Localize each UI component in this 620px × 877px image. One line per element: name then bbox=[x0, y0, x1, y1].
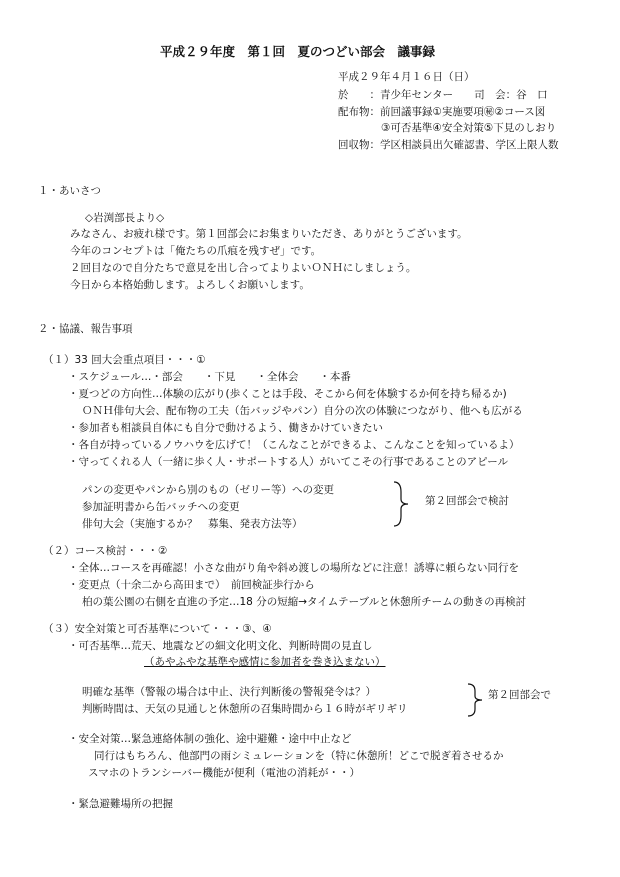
section-heading-greeting: １・あいさつ bbox=[38, 185, 101, 197]
safety-line: スマホのトランシーバー機能が便利（電池の消耗が・・） bbox=[88, 767, 361, 779]
greeting-line: みなさん、お疲れ様です。第１回部会にお集まりいただき、ありがとうございます。 bbox=[70, 228, 468, 240]
group-line: 俳句大会（実施するか？ 募集、発表方法等） bbox=[82, 518, 303, 530]
item-heading-course: （２）コース検討・・・② bbox=[43, 545, 168, 557]
criteria-line: ・可否基準…荒天、地震などの細文化明文化、判断時間の見直し bbox=[68, 640, 373, 652]
bullet-line: ・各自が持っているノウハウを広げて！（こんなことができるよ、こんなことを知っているよ） bbox=[68, 439, 520, 451]
evacuation-line: ・緊急避難場所の把握 bbox=[68, 798, 173, 810]
item-heading-priorities: （１）33 回大会重点項目・・・① bbox=[43, 354, 206, 366]
item-heading-safety: （３）安全対策と可否基準について・・・③、④ bbox=[43, 623, 272, 635]
meeting-date: 平成２９年４月１６日（日） bbox=[338, 71, 475, 83]
speaker-label: ◇岩渕部長より◇ bbox=[85, 212, 165, 224]
safety-line: ・安全対策…緊急連絡体制の強化、途中避難・途中中止など bbox=[68, 733, 352, 745]
greeting-line: ２回目なので自分たちで意見を出し合ってよりよいＯＮＨにしましょう。 bbox=[70, 262, 417, 274]
course-line: 柏の葉公園の右側を直進の予定…18 分の短縮→タイムテーブルと休憩所チームの動きの再検討 bbox=[82, 596, 527, 608]
criteria-note-underlined: （あやふやな基準や感情に参加者を巻き込まない） bbox=[144, 656, 386, 668]
course-line: ・全体…コースを再確認！小さな曲がり角や斜め渡しの場所などに注意！誘導に頼らない同行を bbox=[68, 562, 519, 574]
page-title: 平成２９年度 第１回 夏のつどい部会 議事録 bbox=[160, 44, 436, 59]
meeting-place: 於 ：青少年センター 司 会：谷 口 bbox=[338, 89, 548, 101]
section-heading-discussion: ２・協議、報告事項 bbox=[38, 323, 133, 335]
greeting-line: 今日から本格始動します。よろしくお願いします。 bbox=[70, 279, 310, 291]
distribution-list-cont: ③可否基準④安全対策⑤下見のしおり bbox=[381, 122, 557, 134]
curly-brace-icon bbox=[466, 682, 484, 718]
greeting-line: 今年のコンセプトは「俺たちの爪痕を残すぜ」です。 bbox=[70, 245, 322, 257]
criteria-group-line: 判断時間は、天気の見通しと休憩所の召集時間から１６時がギリギリ bbox=[82, 703, 408, 715]
bullet-line: ＯＮＨ俳句大会、配布物の工夫（缶バッジやパン）自分の次の体験につながり、他へも広がる bbox=[82, 405, 523, 417]
bullet-line: ・スケジュール…・部会 ・下見 ・全体会 ・本番 bbox=[68, 371, 351, 383]
course-line: ・変更点（十余二から高田まで） 前回検証歩行から bbox=[68, 579, 315, 591]
bullet-line: ・夏つどの方向性…体験の広がり(歩くことは手段、そこから何を体験するか何を持ち帰るか) bbox=[68, 388, 507, 400]
curly-brace-icon bbox=[392, 480, 410, 528]
bullet-line: ・守ってくれる人（一緒に歩く人・サポートする人）がいてこその行事であることのアピール bbox=[68, 456, 509, 468]
bullet-line: ・参加者も相談員自体にも自分で動けるよう、働きかけていきたい bbox=[68, 422, 383, 434]
criteria-group-line: 明確な基準（警報の場合は中止、決行判断後の警報発令は？） bbox=[82, 686, 376, 698]
criteria-group-note: 第２回部会で bbox=[488, 689, 551, 701]
distribution-list: 配布物：前回議事録①実施要項㊙②コース図 bbox=[338, 106, 546, 118]
group-line: パンの変更やパンから別のもの（ゼリー等）への変更 bbox=[82, 484, 334, 496]
group-note: 第２回部会で検討 bbox=[425, 495, 509, 507]
group-line: 参加証明書から缶バッチへの変更 bbox=[82, 501, 240, 513]
collected-items: 回収物：学区相談員出欠確認書、学区上限人数 bbox=[338, 139, 559, 151]
safety-line: 同行はもちろん、他部門の雨シミュレーションを（特に休憩所！どこで脱ぎ着させるか bbox=[94, 750, 504, 762]
